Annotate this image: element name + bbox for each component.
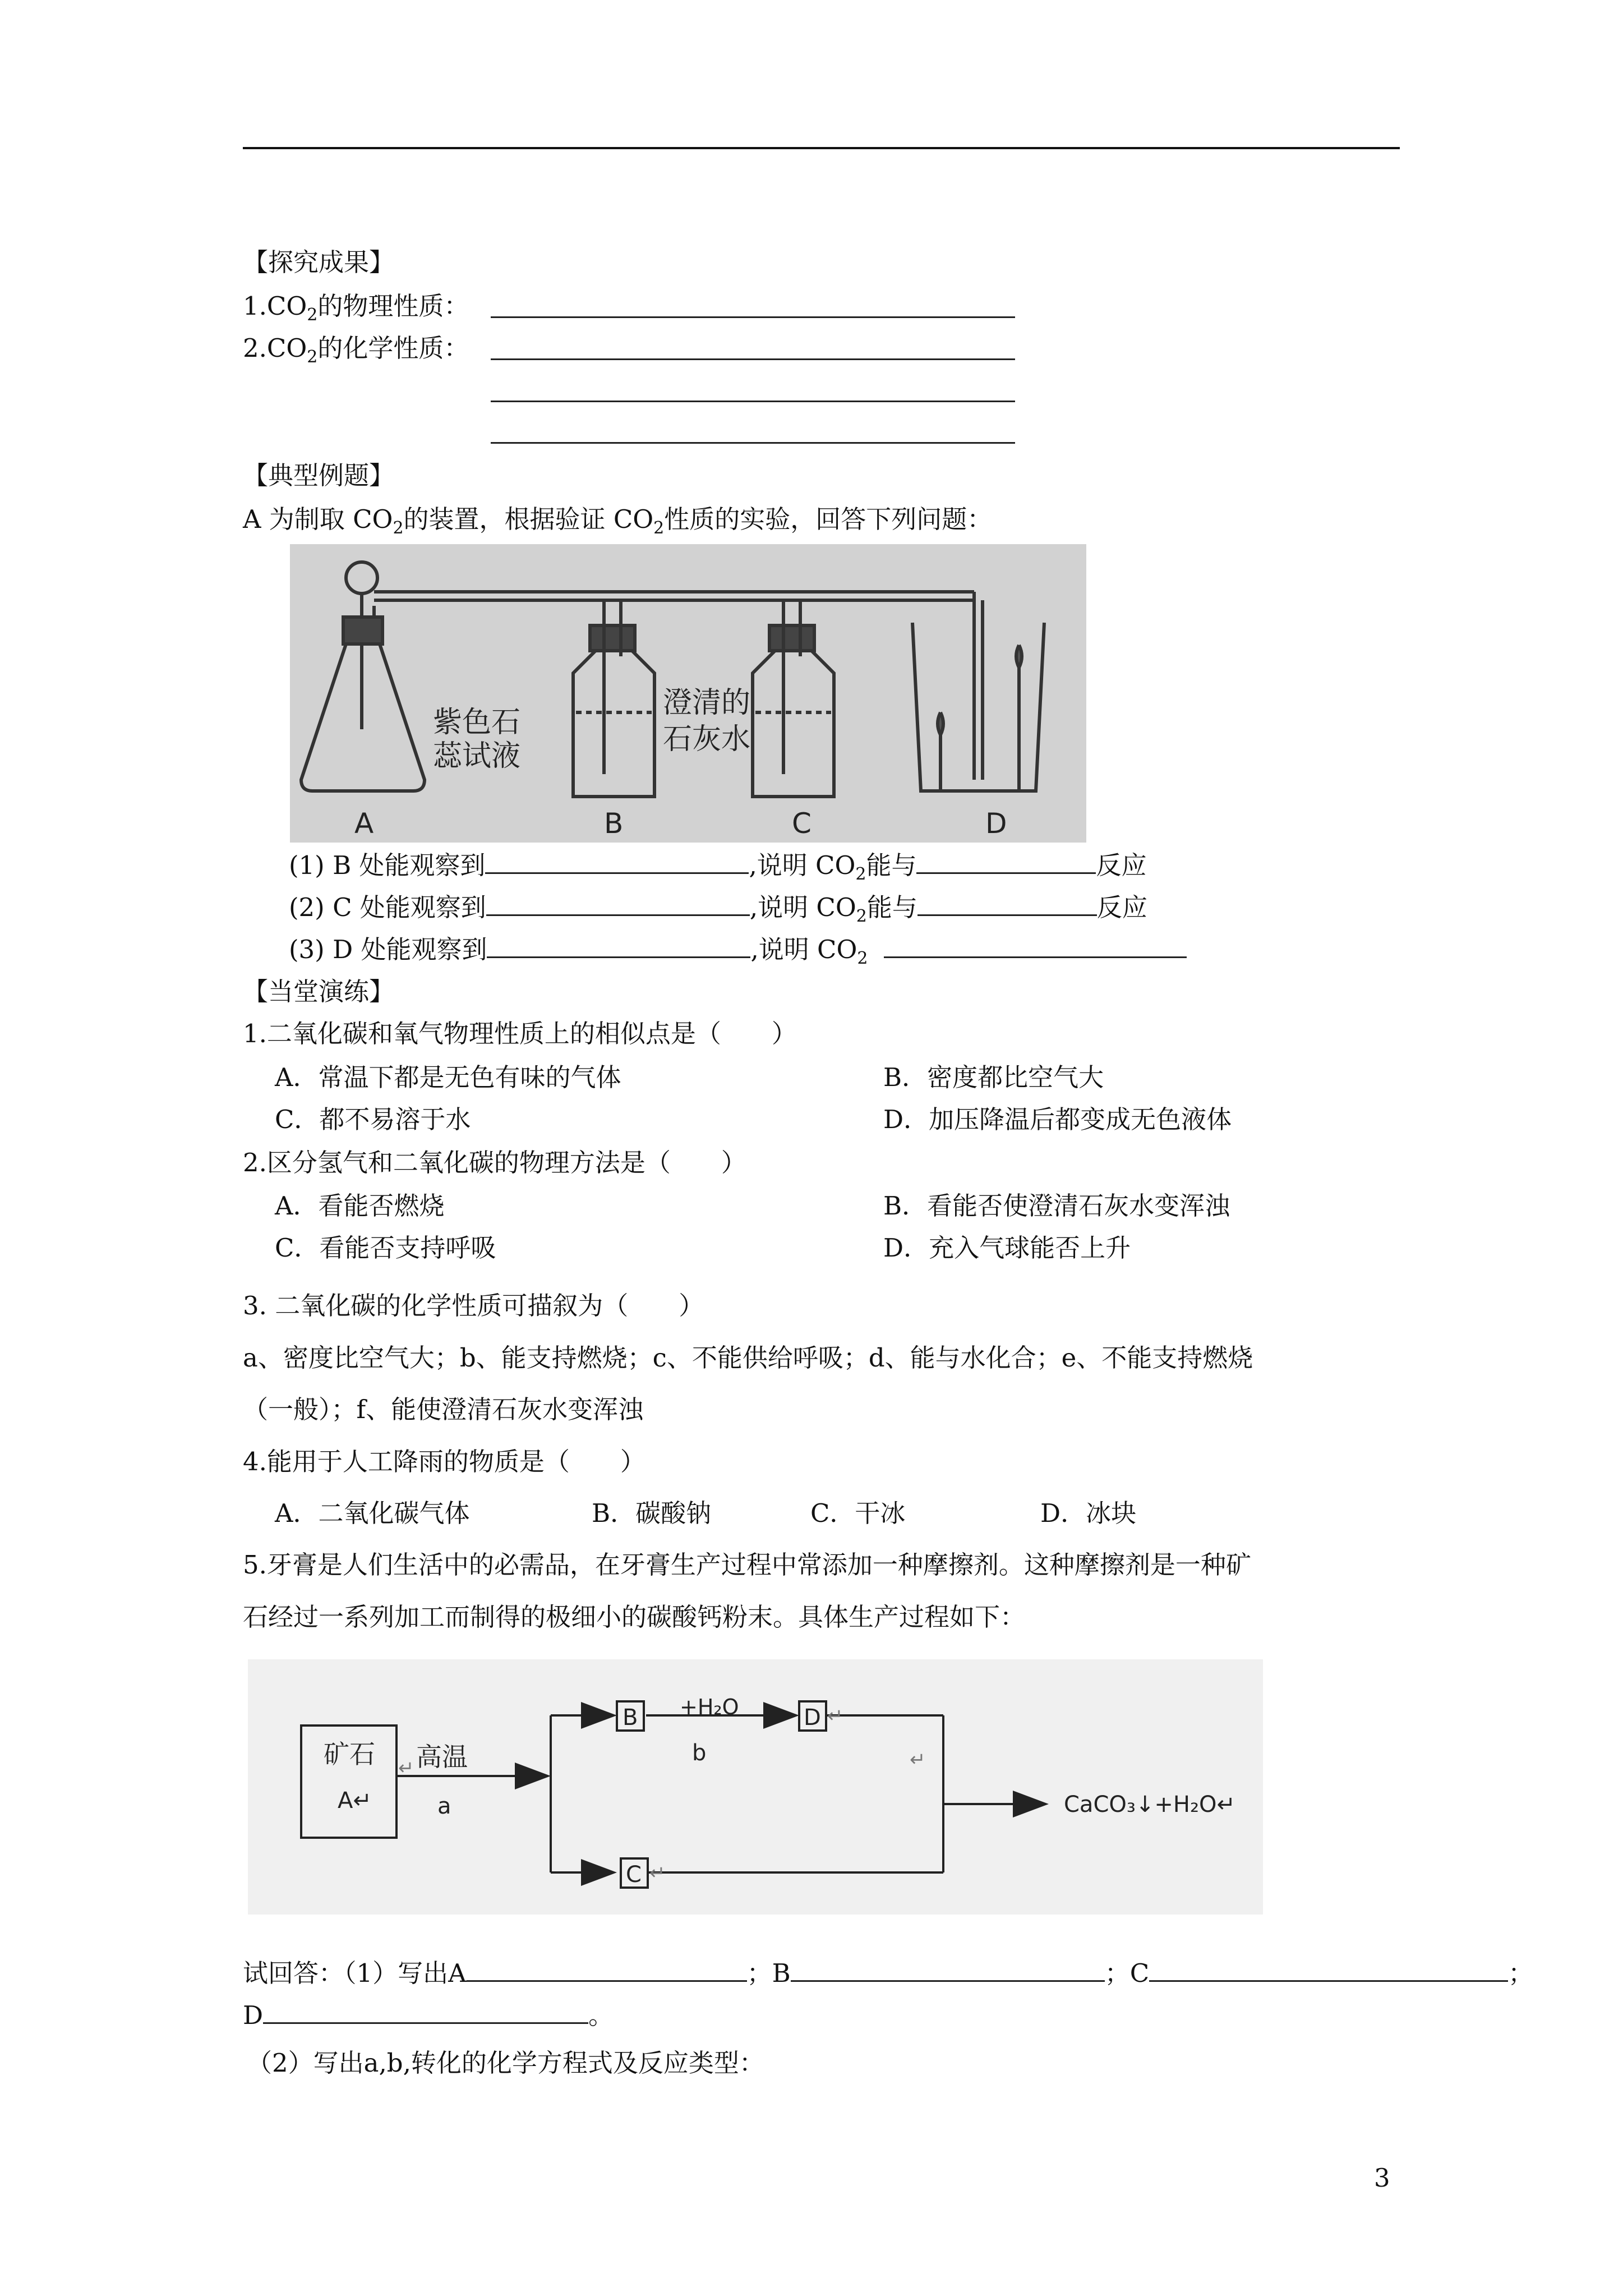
reaction-b-label: b (692, 1740, 707, 1766)
return-mark: ↵ (398, 1757, 414, 1779)
answer-blank[interactable] (916, 850, 1096, 874)
q2-option-c[interactable]: C．看能否支持呼吸 (275, 1233, 496, 1263)
c-label: C (626, 1862, 642, 1888)
reaction-a-label: a (437, 1793, 451, 1819)
q4-option-c[interactable]: C．干冰 (810, 1498, 906, 1528)
label-b: B (604, 807, 624, 840)
page-number: 3 (1374, 2163, 1390, 2193)
add-water-label: +H₂O (680, 1695, 739, 1719)
label-b-2: 蕊试液 (433, 739, 521, 773)
product-label: CaCO₃↓+H₂O↵ (1064, 1792, 1236, 1818)
q1-option-a[interactable]: A．常温下都是无色有味的气体 (275, 1062, 621, 1092)
answer-line-1: 试回答：（1）写出A ；B ；C ； (243, 1958, 1534, 1988)
answer-blank[interactable] (491, 420, 1015, 444)
header-rule (243, 147, 1400, 149)
q2-option-a[interactable]: A．看能否燃烧 (275, 1191, 445, 1221)
q2-stem: 2.区分氢气和二氧化碳的物理方法是（ ） (243, 1148, 746, 1177)
section-heading-examples: 【典型例题】 (243, 461, 395, 490)
answer-blank[interactable] (491, 294, 1015, 318)
q3-line-2: （一般）；f、能使澄清石灰水变浑浊 (243, 1395, 644, 1424)
q4-option-b[interactable]: B．碳酸钠 (592, 1498, 712, 1528)
result-item-2: $2.CO_2$的化学性质： (243, 333, 469, 367)
label-c: C (792, 807, 811, 840)
d-label: D (804, 1705, 821, 1731)
return-mark: ↵ (910, 1749, 926, 1771)
example-question-1: (1) B 处能观察到 ,说明 $CO_2$能与 反应 (289, 850, 1147, 884)
q1-stem: 1.二氧化碳和氧气物理性质上的相似点是（ ） (243, 1019, 797, 1048)
answer-blank[interactable] (487, 934, 750, 958)
q1-option-c[interactable]: C．都不易溶于水 (275, 1105, 471, 1134)
answer-blank[interactable] (491, 378, 1015, 402)
label-d: D (985, 807, 1007, 840)
q4-stem: 4.能用于人工降雨的物质是（ ） (243, 1447, 645, 1476)
q3-line-1: a、密度比空气大；b、能支持燃烧；c、不能供给呼吸；d、能与水化合；e、不能支持燃烧 (243, 1343, 1253, 1373)
result-item-1: $1.CO_2$的物理性质： (243, 291, 469, 325)
answer-blank[interactable] (486, 892, 750, 916)
ore-a-label: A↵ (338, 1788, 372, 1814)
answer-blank[interactable] (263, 2000, 588, 2024)
answer-blank[interactable] (491, 336, 1015, 360)
answer-blank[interactable] (467, 1958, 747, 1982)
q1-option-d[interactable]: D．加压降温后都变成无色液体 (883, 1105, 1232, 1134)
apparatus-photo (290, 544, 1086, 843)
example-question-2: (2) C 处能观察到 ,说明 $CO_2$能与 反应 (289, 892, 1147, 926)
b-label: B (623, 1705, 638, 1731)
answer-part-2: （2）写出a,b,转化的化学方程式及反应类型： (247, 2048, 764, 2078)
label-b-1: 紫色石 (433, 706, 521, 739)
q2-option-b[interactable]: B．看能否使澄清石灰水变浑浊 (883, 1191, 1230, 1221)
q4-option-d[interactable]: D．冰块 (1040, 1498, 1137, 1528)
answer-line-2: D 。 (243, 2000, 614, 2030)
label-c-1: 澄清的 (663, 686, 751, 720)
condition-high-temp: 高温 (416, 1742, 468, 1772)
example-intro: A 为制取 $CO_2$的装置，根据验证 $CO_2$性质的实验，回答下列问题： (243, 504, 993, 538)
q5-line-1: 5.牙膏是人们生活中的必需品，在牙膏生产过程中常添加一种摩擦剂。这种摩擦剂是一种矿 (243, 1550, 1251, 1580)
q5-line-2: 石经过一系列加工而制得的极细小的碳酸钙粉末。具体生产过程如下： (243, 1602, 1026, 1632)
example-question-3: (3) D 处能观察到 ,说明 $CO_2$ (289, 934, 1187, 974)
section-heading-results: 【探究成果】 (243, 247, 395, 277)
answer-blank[interactable] (485, 850, 749, 874)
ore-label: 矿石 (324, 1739, 375, 1769)
label-c-2: 石灰水 (663, 723, 751, 756)
answer-blank[interactable] (791, 1958, 1105, 1982)
answer-blank[interactable] (884, 934, 1187, 958)
q2-option-d[interactable]: D．充入气球能否上升 (883, 1233, 1131, 1263)
return-mark: ↵ (649, 1862, 666, 1884)
q4-option-a[interactable]: A．二氧化碳气体 (275, 1498, 470, 1528)
answer-blank[interactable] (1149, 1958, 1508, 1982)
q3-stem: 3. 二氧化碳的化学性质可描叙为（ ） (243, 1291, 704, 1320)
return-mark: ↵ (827, 1705, 843, 1727)
label-a: A (354, 807, 374, 840)
section-heading-practice: 【当堂演练】 (243, 977, 395, 1006)
production-flow-diagram (248, 1659, 1263, 1915)
q1-option-b[interactable]: B．密度都比空气大 (883, 1062, 1104, 1092)
answer-blank[interactable] (917, 892, 1097, 916)
